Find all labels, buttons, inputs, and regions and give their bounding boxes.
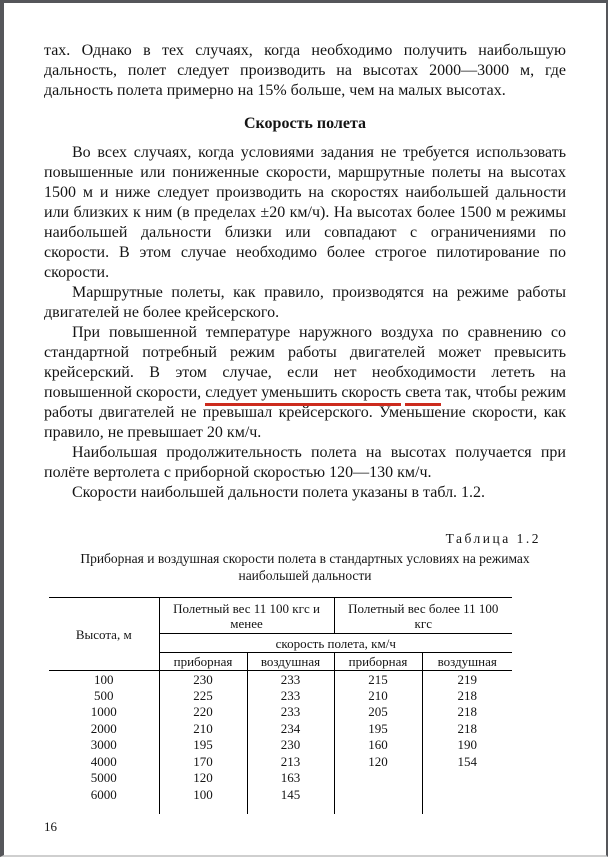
- column-subheader-airspeed: воздушная: [422, 653, 512, 671]
- table-cell: 233: [247, 671, 334, 688]
- column-header-height: Высота, м: [49, 598, 159, 671]
- table-row: [49, 770, 512, 787]
- table-cell-empty: [334, 803, 422, 814]
- paragraph: тах. Однако в тех случаях, когда необходимо получить наибольшую дальность, полет следует производить на высотах 2000—3000 м, где дальность полета примерно на 15% больше, чем на малых высотах.: [44, 42, 566, 99]
- column-group-weight-lower: Полетный вес 11 100 кгс и менее: [159, 598, 334, 634]
- table-number-label: Таблица 1.2: [445, 531, 541, 546]
- paragraph-with-annotation: [44, 323, 566, 443]
- table-cell: 210: [334, 687, 422, 704]
- table-cell: [334, 786, 422, 803]
- red-underline-annotation: следует уменьшить скорость: [205, 384, 401, 406]
- table-cell: 163: [247, 770, 334, 787]
- table-cell: 500: [49, 687, 159, 704]
- speed-table-body: [49, 671, 512, 814]
- table-row: [49, 671, 512, 688]
- speed-table-header: [49, 598, 512, 671]
- table-cell: 225: [159, 687, 247, 704]
- table-caption: Приборная и воздушная скорости полета в стандартных условиях на режимах наибольшей дальности: [80, 551, 530, 583]
- table-cell: 220: [159, 704, 247, 721]
- paragraph-text: так, чтобы режим работы двигателей не превышал крейсерского. Уменьшение скорости, как правило, не превышает 20 км/ч.: [44, 384, 567, 441]
- table-cell: 5000: [49, 770, 159, 787]
- table-cell: 230: [159, 671, 247, 688]
- table-cell: 210: [159, 720, 247, 737]
- table-cell: 213: [247, 753, 334, 770]
- table-row: [49, 704, 512, 721]
- table-cell-empty: [247, 803, 334, 814]
- paragraph: Наибольшая продолжительность полета на высотах получается при полёте вертолета с приборной скоростью 120—130 км/ч.: [44, 444, 566, 481]
- table-cell: 160: [334, 737, 422, 754]
- table-cell: 234: [247, 720, 334, 737]
- table-cell: 6000: [49, 786, 159, 803]
- table-row: [49, 737, 512, 754]
- table-cell: 218: [457, 704, 477, 720]
- column-subheader-airspeed: воздушная: [247, 653, 334, 671]
- table-cell: 218: [457, 720, 477, 736]
- table-cell: 154: [457, 753, 477, 769]
- column-subheader-indicated: приборная: [159, 653, 247, 671]
- table-cell: 205: [334, 704, 422, 721]
- table-cell: 3000: [49, 737, 159, 754]
- table-cell: 120: [334, 753, 422, 770]
- table-cell: 100: [49, 671, 159, 688]
- column-group-weight-higher: Полетный вес более 11 100 кгс: [334, 598, 512, 634]
- table-cell: 170: [159, 753, 247, 770]
- table-cell: 1000: [49, 704, 159, 721]
- page-number: 16: [44, 819, 57, 834]
- table-cell: 195: [334, 720, 422, 737]
- table-cell: 230: [247, 737, 334, 754]
- column-header-speed: скорость полета, км/ч: [159, 634, 512, 653]
- table-row: [49, 687, 512, 704]
- speed-table: [49, 597, 512, 814]
- table-cell: 195: [159, 737, 247, 754]
- table-cell-empty: [49, 803, 159, 814]
- paragraph: Маршрутные полеты, как правило, производятся на режиме работы двигателей не более крейсерского.: [44, 284, 566, 321]
- table-cell: 2000: [49, 720, 159, 737]
- table-row: [49, 753, 512, 770]
- table-cell: 120: [159, 770, 247, 787]
- table-cell: 233: [247, 687, 334, 704]
- table-row: [49, 786, 512, 803]
- table-cell: [422, 770, 512, 787]
- table-cell: 4000: [49, 753, 159, 770]
- table-cell-empty: [422, 803, 512, 814]
- table-rule-tail: [49, 803, 512, 814]
- table-cell: [334, 770, 422, 787]
- paragraph-text: При повышенной температуре наружного воздуха по сравнению со стандартной потребный режим работы двигателей может превысить крейсерский. В этом случае, если нет необходимости лететь на повышенной скорости,: [44, 324, 566, 401]
- table-cell-empty: [159, 803, 247, 814]
- red-underline-annotation: света: [405, 384, 441, 406]
- table-cell: 218: [457, 687, 477, 703]
- table-cell: 145: [247, 786, 334, 803]
- section-heading: Скорость полета: [243, 115, 367, 132]
- table-cell: 190: [457, 737, 477, 753]
- table-cell: [422, 786, 512, 803]
- table-row: [49, 720, 512, 737]
- paragraph: Во всех случаях, когда условиями задания не требуется использовать повышенные или пониженные скорости, маршрутные полеты на высотах 1500 м и ниже следует производить на скоростях наибольшей дальности или близких к ним (в пределах ±20 км/ч). На высотах более 1500 м режимы наибольшей дальности близки или совпадают с ограничениями по скорости. В этом случае необходимо более строгое пилотирование по скорости.: [44, 144, 566, 281]
- column-subheader-indicated: приборная: [334, 653, 422, 671]
- table-cell: 219: [457, 671, 477, 687]
- table-cell: 233: [247, 704, 334, 721]
- table-cell: 100: [159, 786, 247, 803]
- paragraph: Скорости наибольшей дальности полета указаны в табл. 1.2.: [72, 484, 486, 501]
- table-cell: 215: [334, 671, 422, 688]
- text-column: [44, 3, 566, 584]
